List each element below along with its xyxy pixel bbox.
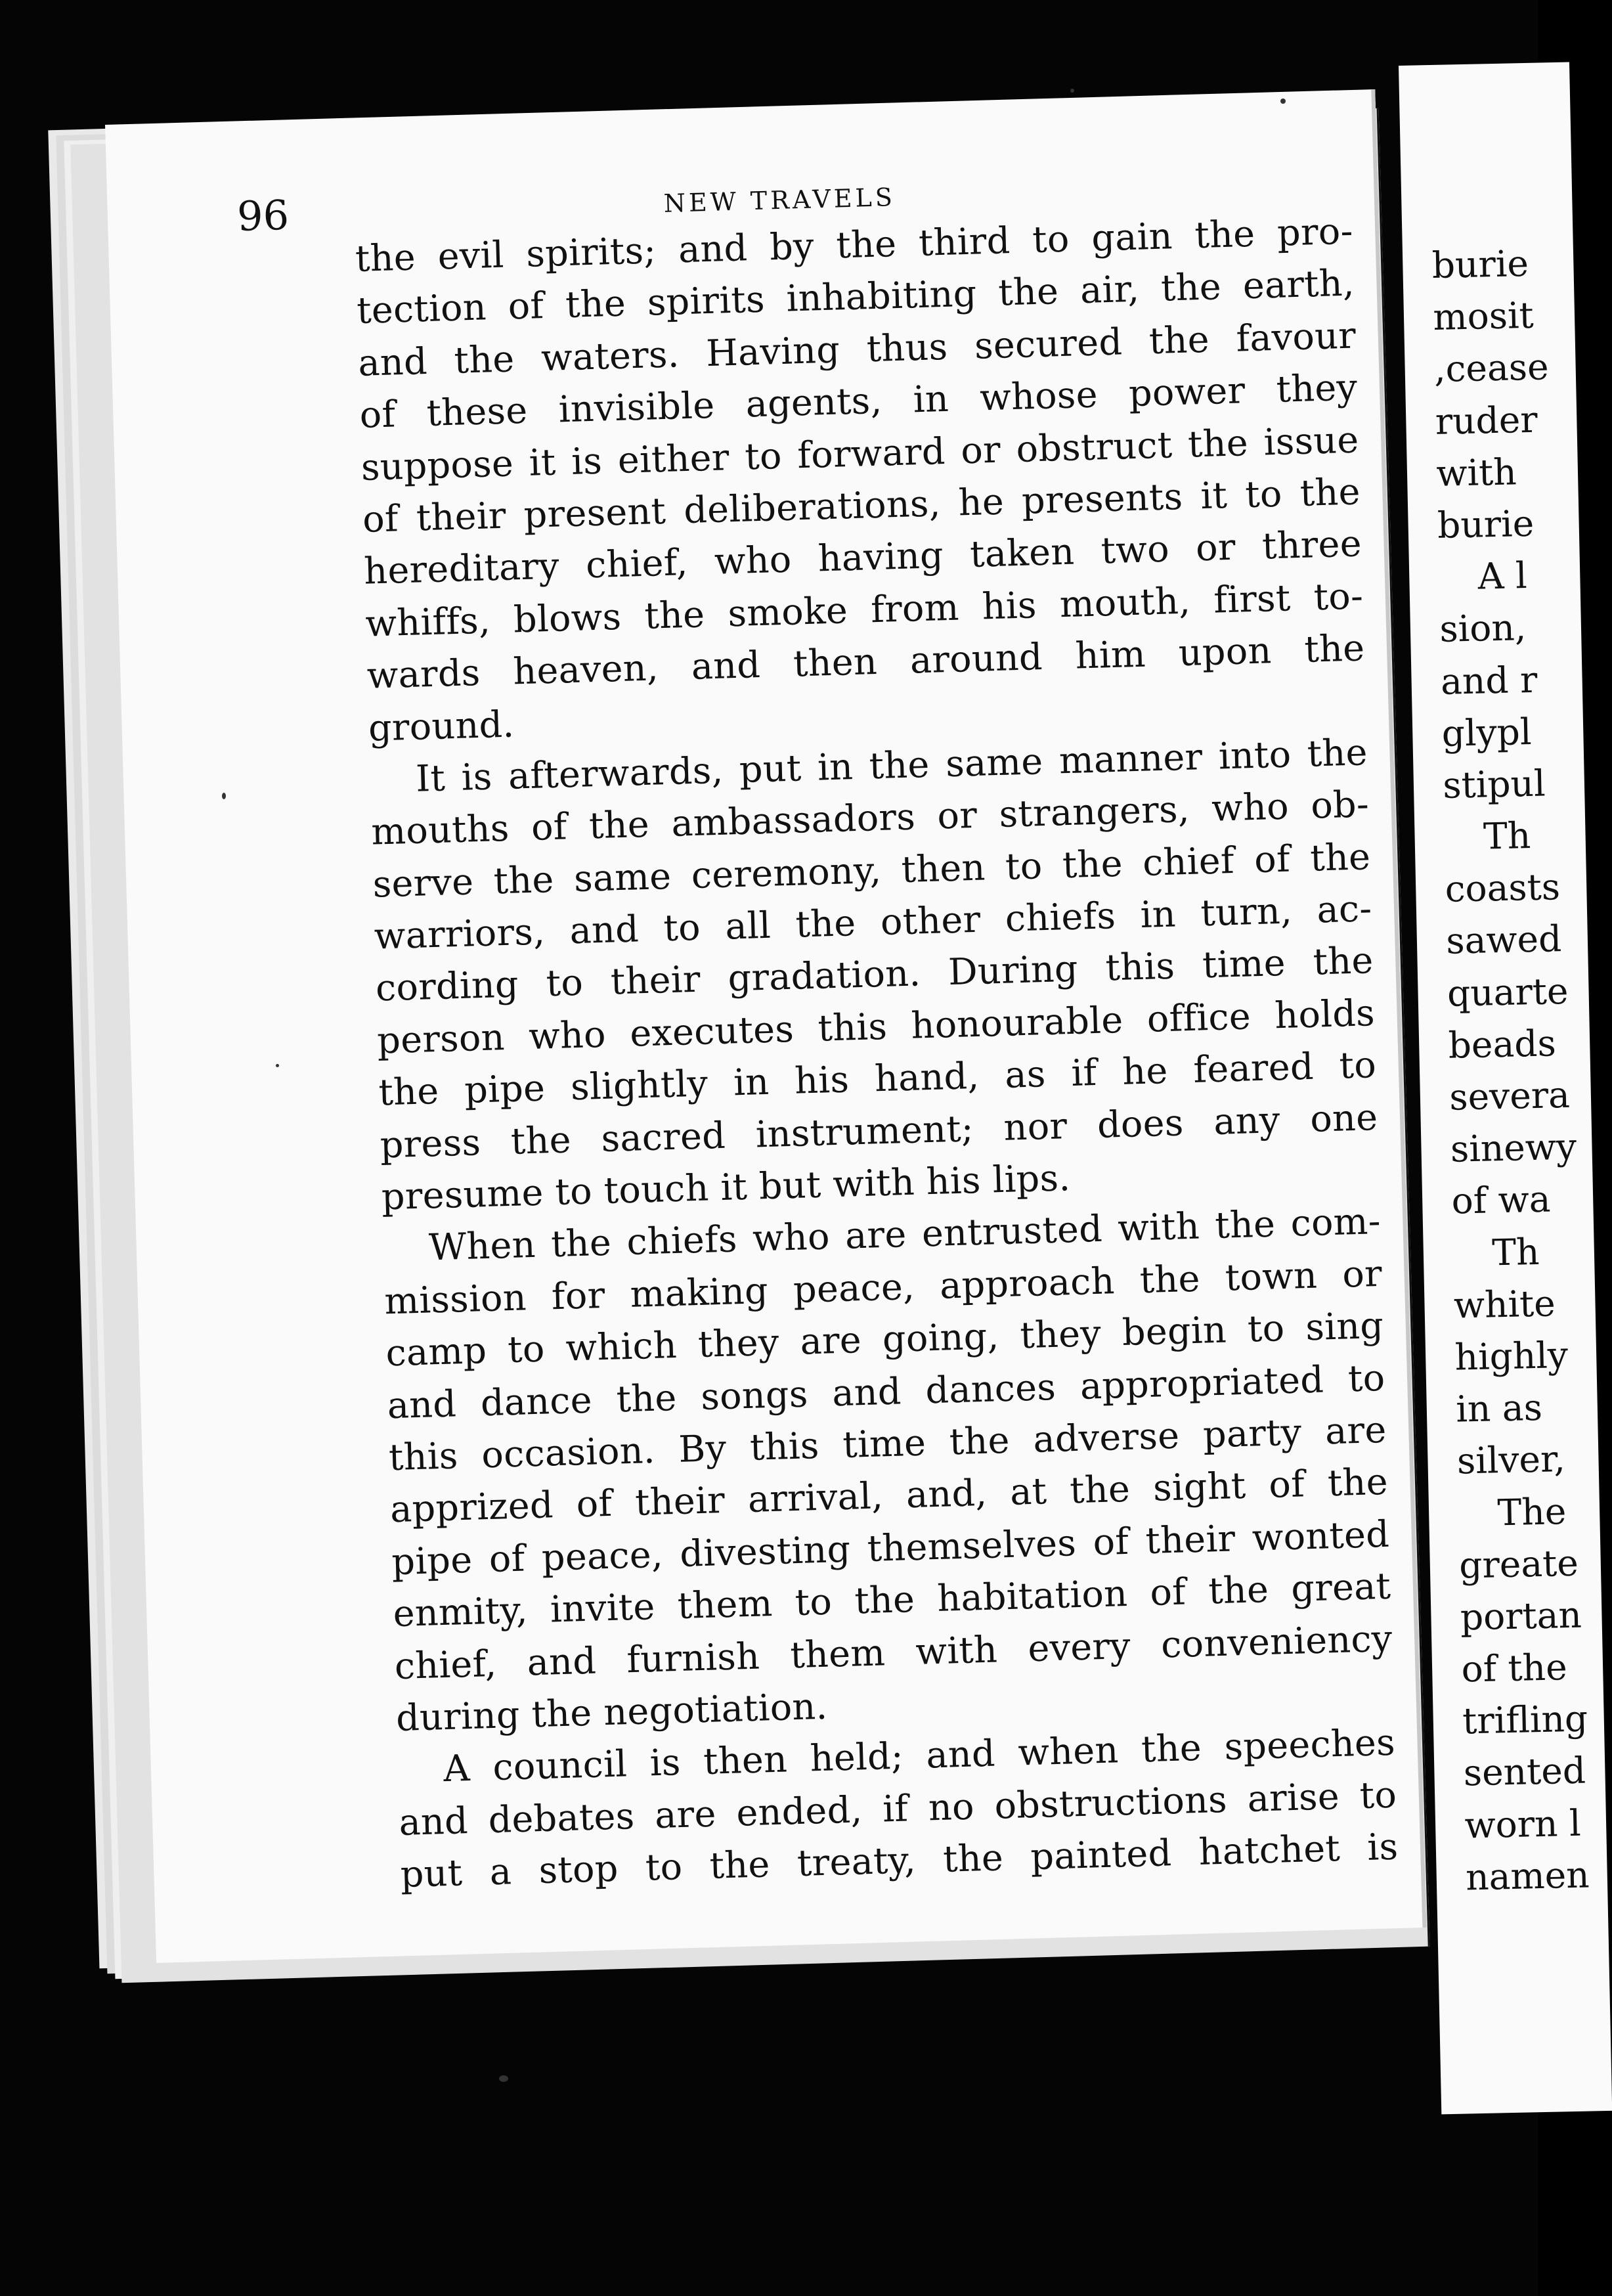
text-line-fragment: greate	[1458, 1541, 1579, 1587]
text-line: wards heaven, and then around him upon the	[366, 627, 1366, 697]
text-line: A council is then held; and when the speeches	[443, 1721, 1396, 1791]
text-line: person who executes this honourable office holds	[376, 991, 1376, 1063]
text-line: and dance the songs and dances appropriated to	[386, 1356, 1386, 1427]
text-line: presume to touch it but with his lips.	[381, 1157, 1072, 1219]
text-line-fragment: namen	[1465, 1853, 1590, 1899]
text-line-fragment: Th	[1491, 1230, 1540, 1273]
text-line-fragment: sented	[1463, 1750, 1586, 1794]
text-line-fragment: highly	[1454, 1333, 1569, 1379]
paper-speck	[276, 1064, 279, 1067]
text-line-fragment: coasts	[1445, 866, 1561, 911]
text-line-fragment: in as	[1455, 1386, 1543, 1430]
text-line-fragment: with	[1435, 451, 1517, 495]
text-line-fragment: worn l	[1464, 1801, 1582, 1847]
paper-speck	[499, 2075, 508, 2082]
text-line-fragment: severa	[1449, 1073, 1571, 1118]
text-line: camp to which they are going, they begin to sing	[385, 1304, 1384, 1375]
text-line: the pipe slightly in his hand, as if he feared to	[378, 1044, 1377, 1115]
text-line: apprized of their arrival, and, at the sight of the	[389, 1461, 1389, 1532]
text-line: It is afterwards, put in the same manner into the	[415, 731, 1368, 801]
text-line-fragment: The	[1496, 1490, 1567, 1534]
text-line: during the negotiation.	[395, 1685, 829, 1740]
text-line-fragment: silver,	[1456, 1438, 1566, 1482]
paper-speck	[1280, 99, 1286, 104]
text-line: enmity, invite them to the habitation of the great	[392, 1564, 1392, 1636]
text-line: chief, and furnish them with every conveniency	[394, 1617, 1393, 1688]
text-line-fragment: A l	[1477, 554, 1528, 598]
text-line-fragment: and r	[1440, 658, 1538, 703]
text-line-fragment: portan	[1460, 1593, 1582, 1639]
text-line-fragment: sinewy	[1450, 1125, 1577, 1170]
text-line-fragment: burie	[1431, 242, 1529, 286]
left-page-text	[355, 206, 1399, 1901]
text-line: and debates are ended, if no obstructions arise to	[398, 1773, 1397, 1844]
text-line-fragment: sion,	[1439, 606, 1527, 651]
text-line: of their present deliberations, he presents it to the	[362, 470, 1361, 541]
text-line: and the waters. Having thus secured the favour	[357, 314, 1357, 385]
text-line: hereditary chief, who having taken two or three	[363, 522, 1362, 594]
text-line: press the sacred instrument; nor does any one	[379, 1095, 1379, 1167]
page-number: 96	[236, 190, 290, 240]
text-line: this occasion. By this time the adverse party are	[388, 1408, 1387, 1480]
text-line: mission for making peace, approach the town or	[383, 1252, 1383, 1323]
text-line: of these invisible agents, in whose power they	[359, 366, 1359, 437]
text-line: ground.	[368, 703, 515, 750]
text-line-fragment: glypl	[1441, 710, 1533, 755]
text-line-fragment: ruder	[1435, 398, 1538, 443]
text-line: put a stop to the treaty, the painted hatchet is	[399, 1825, 1399, 1897]
text-line-fragment: stipul	[1442, 762, 1546, 806]
text-line: mouths of the ambassadors or strangers, who ob-	[370, 783, 1370, 854]
text-line: suppose it is either to forward or obstruct the issue	[360, 418, 1360, 489]
text-line-fragment: beads	[1448, 1022, 1557, 1067]
text-line: When the chiefs who are entrusted with the com-	[428, 1200, 1382, 1269]
text-line-fragment: of the	[1460, 1646, 1568, 1690]
text-line-fragment: burie	[1437, 502, 1535, 546]
text-line-fragment: white	[1453, 1282, 1556, 1327]
text-line: serve the same ceremony, then to the chief of the	[372, 835, 1372, 906]
text-line-fragment: quarte	[1447, 969, 1569, 1015]
text-line-fragment: of wa	[1450, 1178, 1552, 1223]
text-line-fragment: mosit	[1432, 294, 1535, 339]
text-line-fragment: Th	[1483, 814, 1531, 858]
text-line: tection of the spirits inhabiting the air, the earth,	[356, 261, 1355, 333]
paper-speck	[1070, 89, 1074, 93]
text-line: whiffs, blows the smoke from his mouth, first to-	[364, 575, 1364, 646]
text-line-fragment: trifling	[1462, 1697, 1588, 1742]
paper-speck	[222, 793, 226, 799]
running-title: NEW TRAVELS	[663, 182, 896, 218]
text-line: warriors, and to all the other chiefs in turn, ac-	[374, 887, 1373, 958]
text-line-fragment: ,cease	[1433, 345, 1550, 391]
text-line: cording to their gradation. During this time the	[375, 939, 1374, 1011]
text-line-fragment: sawed	[1445, 917, 1562, 963]
text-line: the evil spirits; and by the third to gain the pro-	[355, 210, 1354, 280]
text-line: pipe of peace, divesting themselves of their wonted	[391, 1512, 1390, 1583]
